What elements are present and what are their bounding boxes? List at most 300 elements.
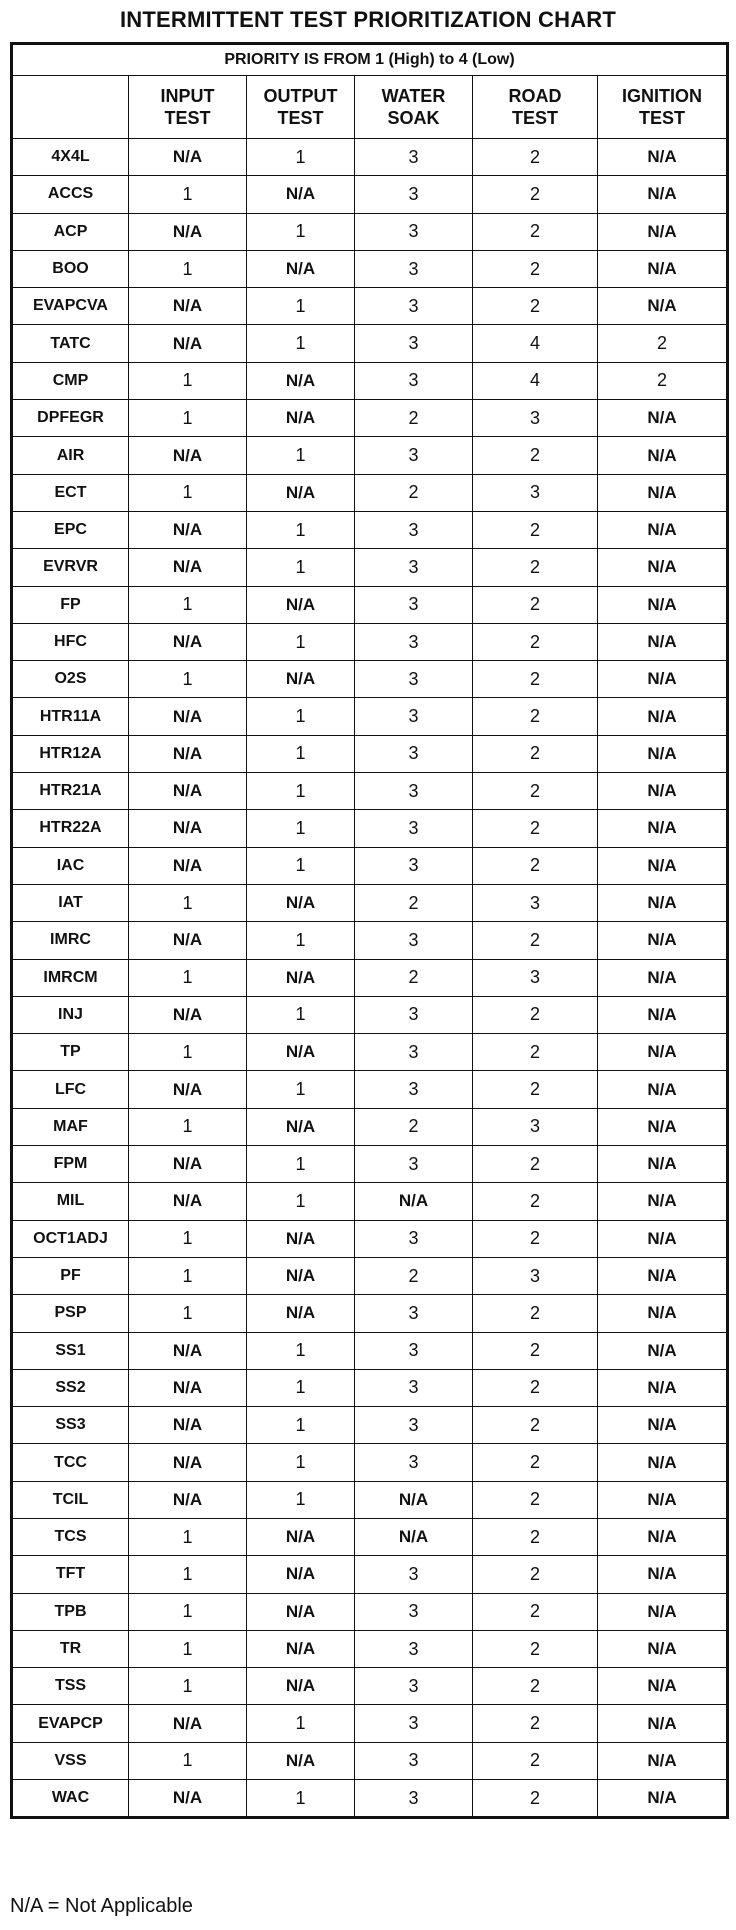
table-row	[12, 288, 728, 325]
cell-input-test: N/A	[129, 1071, 247, 1108]
table-row	[12, 847, 728, 884]
cell-water-soak: 3	[355, 1444, 473, 1481]
cell-input-test: 1	[129, 1593, 247, 1630]
cell-road-test: 2	[473, 623, 598, 660]
table-header-row	[12, 76, 728, 139]
row-code-cell: ECT	[12, 474, 129, 511]
cell-output-test: 1	[247, 288, 355, 325]
row-code-cell: AIR	[12, 437, 129, 474]
row-code-cell: HTR12A	[12, 735, 129, 772]
table-row	[12, 735, 728, 772]
cell-output-test: 1	[247, 623, 355, 660]
table-row	[12, 1780, 728, 1818]
cell-output-test: 1	[247, 1407, 355, 1444]
cell-input-test: 1	[129, 1257, 247, 1294]
cell-output-test: 1	[247, 1444, 355, 1481]
cell-ignition-test: N/A	[598, 959, 728, 996]
cell-road-test: 2	[473, 1742, 598, 1779]
row-code-cell: TR	[12, 1630, 129, 1667]
cell-output-test: N/A	[247, 400, 355, 437]
cell-ignition-test: N/A	[598, 1369, 728, 1406]
row-code-cell: IAC	[12, 847, 129, 884]
cell-water-soak: 3	[355, 623, 473, 660]
cell-road-test: 2	[473, 1444, 598, 1481]
cell-output-test: N/A	[247, 661, 355, 698]
cell-water-soak: N/A	[355, 1183, 473, 1220]
table-row	[12, 474, 728, 511]
header-water-soak	[355, 76, 473, 139]
cell-water-soak: 3	[355, 288, 473, 325]
row-code-cell: IMRC	[12, 922, 129, 959]
cell-ignition-test: N/A	[598, 623, 728, 660]
cell-road-test: 3	[473, 884, 598, 921]
table-row	[12, 1668, 728, 1705]
cell-ignition-test: N/A	[598, 884, 728, 921]
table-row	[12, 139, 728, 176]
row-code-cell: SS1	[12, 1332, 129, 1369]
row-code-cell: HFC	[12, 623, 129, 660]
table-row	[12, 250, 728, 287]
cell-road-test: 2	[473, 1071, 598, 1108]
cell-road-test: 2	[473, 1332, 598, 1369]
cell-ignition-test: 2	[598, 325, 728, 362]
cell-water-soak: 3	[355, 698, 473, 735]
cell-output-test: 1	[247, 1183, 355, 1220]
cell-output-test: 1	[247, 773, 355, 810]
cell-road-test: 2	[473, 1481, 598, 1518]
cell-input-test: N/A	[129, 139, 247, 176]
cell-water-soak: 3	[355, 586, 473, 623]
table-row	[12, 362, 728, 399]
cell-output-test: N/A	[247, 474, 355, 511]
cell-ignition-test: N/A	[598, 735, 728, 772]
cell-water-soak: 3	[355, 1295, 473, 1332]
cell-ignition-test: N/A	[598, 1705, 728, 1742]
cell-output-test: N/A	[247, 1034, 355, 1071]
cell-water-soak: 3	[355, 1407, 473, 1444]
header-line-1: INPUT	[160, 86, 215, 106]
cell-input-test: N/A	[129, 288, 247, 325]
cell-ignition-test: N/A	[598, 1780, 728, 1818]
table-row	[12, 773, 728, 810]
cell-input-test: N/A	[129, 996, 247, 1033]
cell-water-soak: 2	[355, 1108, 473, 1145]
cell-road-test: 2	[473, 1630, 598, 1667]
cell-input-test: N/A	[129, 1369, 247, 1406]
row-code-cell: OCT1ADJ	[12, 1220, 129, 1257]
table-row	[12, 213, 728, 250]
cell-ignition-test: N/A	[598, 1034, 728, 1071]
cell-ignition-test: N/A	[598, 1444, 728, 1481]
cell-road-test: 2	[473, 1780, 598, 1818]
cell-water-soak: 3	[355, 1705, 473, 1742]
cell-water-soak: 3	[355, 213, 473, 250]
cell-water-soak: 3	[355, 735, 473, 772]
row-code-cell: HTR11A	[12, 698, 129, 735]
priority-table	[10, 42, 729, 1819]
cell-output-test: 1	[247, 437, 355, 474]
cell-water-soak: 3	[355, 661, 473, 698]
cell-ignition-test: N/A	[598, 1071, 728, 1108]
table-row	[12, 1183, 728, 1220]
header-output-test	[247, 76, 355, 139]
cell-output-test: 1	[247, 1332, 355, 1369]
row-code-cell: ACCS	[12, 176, 129, 213]
cell-water-soak: 3	[355, 773, 473, 810]
cell-ignition-test: N/A	[598, 474, 728, 511]
cell-input-test: N/A	[129, 698, 247, 735]
cell-input-test: N/A	[129, 1332, 247, 1369]
row-code-cell: WAC	[12, 1780, 129, 1818]
cell-ignition-test: N/A	[598, 1295, 728, 1332]
cell-ignition-test: N/A	[598, 1220, 728, 1257]
header-input-test	[129, 76, 247, 139]
cell-input-test: N/A	[129, 437, 247, 474]
cell-ignition-test: 2	[598, 362, 728, 399]
cell-road-test: 2	[473, 288, 598, 325]
table-row	[12, 511, 728, 548]
cell-road-test: 3	[473, 1108, 598, 1145]
row-code-cell: ACP	[12, 213, 129, 250]
cell-ignition-test: N/A	[598, 698, 728, 735]
cell-water-soak: 3	[355, 362, 473, 399]
table-body	[12, 139, 728, 1818]
table-row	[12, 586, 728, 623]
cell-road-test: 2	[473, 1220, 598, 1257]
cell-road-test: 2	[473, 922, 598, 959]
cell-input-test: N/A	[129, 810, 247, 847]
cell-water-soak: 3	[355, 1034, 473, 1071]
header-road-test	[473, 76, 598, 139]
cell-road-test: 2	[473, 1705, 598, 1742]
cell-ignition-test: N/A	[598, 1742, 728, 1779]
cell-road-test: 3	[473, 400, 598, 437]
cell-ignition-test: N/A	[598, 773, 728, 810]
cell-road-test: 3	[473, 474, 598, 511]
row-code-cell: VSS	[12, 1742, 129, 1779]
cell-road-test: 2	[473, 139, 598, 176]
table-row	[12, 884, 728, 921]
cell-input-test: N/A	[129, 1444, 247, 1481]
header-line-2: SOAK	[387, 108, 440, 128]
cell-ignition-test: N/A	[598, 996, 728, 1033]
row-code-cell: TP	[12, 1034, 129, 1071]
cell-ignition-test: N/A	[598, 1183, 728, 1220]
table-row	[12, 1108, 728, 1145]
cell-water-soak: 3	[355, 511, 473, 548]
cell-output-test: 1	[247, 810, 355, 847]
cell-water-soak: 3	[355, 250, 473, 287]
table-row	[12, 1220, 728, 1257]
cell-output-test: N/A	[247, 250, 355, 287]
cell-output-test: 1	[247, 698, 355, 735]
cell-water-soak: 3	[355, 1593, 473, 1630]
cell-output-test: N/A	[247, 1593, 355, 1630]
table-row	[12, 1071, 728, 1108]
cell-road-test: 3	[473, 1257, 598, 1294]
cell-road-test: 2	[473, 1369, 598, 1406]
row-code-cell: MIL	[12, 1183, 129, 1220]
table-row	[12, 1295, 728, 1332]
row-code-cell: BOO	[12, 250, 129, 287]
cell-road-test: 2	[473, 586, 598, 623]
table-row	[12, 1705, 728, 1742]
cell-road-test: 2	[473, 250, 598, 287]
cell-output-test: 1	[247, 511, 355, 548]
cell-road-test: 2	[473, 735, 598, 772]
cell-input-test: N/A	[129, 1407, 247, 1444]
cell-road-test: 2	[473, 1593, 598, 1630]
cell-road-test: 2	[473, 698, 598, 735]
cell-ignition-test: N/A	[598, 1146, 728, 1183]
cell-road-test: 2	[473, 213, 598, 250]
cell-output-test: N/A	[247, 1742, 355, 1779]
cell-ignition-test: N/A	[598, 922, 728, 959]
cell-road-test: 3	[473, 959, 598, 996]
cell-ignition-test: N/A	[598, 1257, 728, 1294]
row-code-cell: IAT	[12, 884, 129, 921]
cell-input-test: 1	[129, 1108, 247, 1145]
table-row	[12, 400, 728, 437]
row-code-cell: TCC	[12, 1444, 129, 1481]
row-code-cell: TFT	[12, 1556, 129, 1593]
table-row	[12, 922, 728, 959]
cell-input-test: 1	[129, 1556, 247, 1593]
table-row	[12, 623, 728, 660]
footnote: N/A = Not Applicable	[10, 1895, 193, 1917]
cell-road-test: 2	[473, 773, 598, 810]
table-row	[12, 1630, 728, 1667]
cell-output-test: N/A	[247, 1556, 355, 1593]
row-code-cell: HTR21A	[12, 773, 129, 810]
cell-input-test: N/A	[129, 1481, 247, 1518]
cell-ignition-test: N/A	[598, 139, 728, 176]
cell-input-test: 1	[129, 661, 247, 698]
cell-output-test: N/A	[247, 176, 355, 213]
table-row	[12, 1407, 728, 1444]
cell-road-test: 2	[473, 1518, 598, 1555]
cell-ignition-test: N/A	[598, 586, 728, 623]
table-row	[12, 698, 728, 735]
cell-water-soak: 3	[355, 176, 473, 213]
cell-output-test: 1	[247, 1705, 355, 1742]
row-code-cell: LFC	[12, 1071, 129, 1108]
table-caption: PRIORITY IS FROM 1 (High) to 4 (Low)	[12, 44, 728, 76]
table-row	[12, 996, 728, 1033]
cell-input-test: 1	[129, 586, 247, 623]
row-code-cell: HTR22A	[12, 810, 129, 847]
cell-output-test: 1	[247, 213, 355, 250]
header-blank	[12, 76, 129, 139]
cell-road-test: 2	[473, 661, 598, 698]
cell-road-test: 4	[473, 325, 598, 362]
cell-input-test: N/A	[129, 1780, 247, 1818]
cell-input-test: 1	[129, 1034, 247, 1071]
cell-water-soak: 2	[355, 400, 473, 437]
row-code-cell: CMP	[12, 362, 129, 399]
table-row	[12, 1518, 728, 1555]
cell-water-soak: 3	[355, 1071, 473, 1108]
cell-output-test: 1	[247, 1369, 355, 1406]
table-row	[12, 176, 728, 213]
cell-output-test: 1	[247, 325, 355, 362]
cell-water-soak: 3	[355, 1220, 473, 1257]
row-code-cell: TCIL	[12, 1481, 129, 1518]
table-row	[12, 1369, 728, 1406]
cell-water-soak: 3	[355, 996, 473, 1033]
cell-output-test: 1	[247, 1481, 355, 1518]
table-row	[12, 1742, 728, 1779]
cell-output-test: 1	[247, 1146, 355, 1183]
cell-road-test: 2	[473, 810, 598, 847]
cell-water-soak: 3	[355, 1332, 473, 1369]
cell-water-soak: 2	[355, 1257, 473, 1294]
cell-ignition-test: N/A	[598, 1518, 728, 1555]
cell-output-test: 1	[247, 922, 355, 959]
cell-water-soak: 3	[355, 1369, 473, 1406]
cell-input-test: 1	[129, 1742, 247, 1779]
cell-water-soak: 2	[355, 959, 473, 996]
cell-ignition-test: N/A	[598, 511, 728, 548]
cell-water-soak: 3	[355, 437, 473, 474]
cell-input-test: N/A	[129, 773, 247, 810]
cell-water-soak: N/A	[355, 1481, 473, 1518]
cell-input-test: 1	[129, 1295, 247, 1332]
cell-output-test: 1	[247, 735, 355, 772]
cell-ignition-test: N/A	[598, 437, 728, 474]
cell-input-test: N/A	[129, 922, 247, 959]
cell-output-test: 1	[247, 1071, 355, 1108]
cell-road-test: 2	[473, 511, 598, 548]
cell-water-soak: 2	[355, 884, 473, 921]
cell-input-test: 1	[129, 250, 247, 287]
cell-output-test: 1	[247, 139, 355, 176]
cell-input-test: 1	[129, 1220, 247, 1257]
row-code-cell: INJ	[12, 996, 129, 1033]
cell-input-test: N/A	[129, 623, 247, 660]
cell-water-soak: 3	[355, 139, 473, 176]
table-row	[12, 549, 728, 586]
cell-ignition-test: N/A	[598, 847, 728, 884]
cell-road-test: 2	[473, 437, 598, 474]
table-row	[12, 1332, 728, 1369]
cell-road-test: 2	[473, 847, 598, 884]
row-code-cell: TCS	[12, 1518, 129, 1555]
cell-water-soak: 3	[355, 549, 473, 586]
cell-input-test: 1	[129, 959, 247, 996]
cell-water-soak: 3	[355, 847, 473, 884]
table-row	[12, 1593, 728, 1630]
cell-output-test: N/A	[247, 362, 355, 399]
cell-output-test: N/A	[247, 884, 355, 921]
header-line-2: TEST	[277, 108, 324, 128]
table-row	[12, 1146, 728, 1183]
header-line-2: TEST	[511, 108, 558, 128]
cell-water-soak: 3	[355, 1742, 473, 1779]
cell-ignition-test: N/A	[598, 1668, 728, 1705]
table-row	[12, 1556, 728, 1593]
header-line-1: WATER	[381, 86, 446, 106]
table-row	[12, 1034, 728, 1071]
cell-road-test: 2	[473, 1295, 598, 1332]
header-line-2: TEST	[639, 108, 686, 128]
cell-water-soak: 3	[355, 810, 473, 847]
cell-ignition-test: N/A	[598, 288, 728, 325]
cell-output-test: 1	[247, 847, 355, 884]
cell-input-test: 1	[129, 362, 247, 399]
cell-output-test: N/A	[247, 586, 355, 623]
cell-road-test: 2	[473, 996, 598, 1033]
table-row	[12, 1444, 728, 1481]
row-code-cell: FP	[12, 586, 129, 623]
table-row	[12, 437, 728, 474]
row-code-cell: PSP	[12, 1295, 129, 1332]
table-row	[12, 1481, 728, 1518]
cell-ignition-test: N/A	[598, 176, 728, 213]
page-title: INTERMITTENT TEST PRIORITIZATION CHART	[119, 7, 617, 32]
row-code-cell: SS2	[12, 1369, 129, 1406]
row-code-cell: EVAPCVA	[12, 288, 129, 325]
cell-road-test: 2	[473, 1183, 598, 1220]
row-code-cell: TATC	[12, 325, 129, 362]
header-line-1: OUTPUT	[263, 86, 338, 106]
row-code-cell: EVRVR	[12, 549, 129, 586]
cell-ignition-test: N/A	[598, 1593, 728, 1630]
row-code-cell: 4X4L	[12, 139, 129, 176]
header-line-2: TEST	[164, 108, 211, 128]
cell-input-test: N/A	[129, 847, 247, 884]
cell-ignition-test: N/A	[598, 213, 728, 250]
cell-input-test: N/A	[129, 325, 247, 362]
table-row	[12, 810, 728, 847]
cell-water-soak: N/A	[355, 1518, 473, 1555]
cell-input-test: N/A	[129, 735, 247, 772]
cell-ignition-test: N/A	[598, 250, 728, 287]
table-row	[12, 325, 728, 362]
cell-ignition-test: N/A	[598, 1332, 728, 1369]
cell-output-test: N/A	[247, 1630, 355, 1667]
cell-input-test: N/A	[129, 1183, 247, 1220]
cell-ignition-test: N/A	[598, 661, 728, 698]
cell-output-test: N/A	[247, 1257, 355, 1294]
cell-input-test: N/A	[129, 549, 247, 586]
table-row	[12, 959, 728, 996]
row-code-cell: TPB	[12, 1593, 129, 1630]
cell-water-soak: 3	[355, 1780, 473, 1818]
table-row	[12, 661, 728, 698]
row-code-cell: IMRCM	[12, 959, 129, 996]
cell-input-test: 1	[129, 1630, 247, 1667]
row-code-cell: FPM	[12, 1146, 129, 1183]
cell-output-test: N/A	[247, 1668, 355, 1705]
cell-water-soak: 3	[355, 1630, 473, 1667]
cell-road-test: 2	[473, 549, 598, 586]
cell-output-test: 1	[247, 996, 355, 1033]
cell-ignition-test: N/A	[598, 1407, 728, 1444]
row-code-cell: EVAPCP	[12, 1705, 129, 1742]
cell-water-soak: 2	[355, 474, 473, 511]
cell-water-soak: 3	[355, 1556, 473, 1593]
cell-output-test: N/A	[247, 1220, 355, 1257]
cell-output-test: 1	[247, 549, 355, 586]
cell-output-test: N/A	[247, 1518, 355, 1555]
cell-road-test: 2	[473, 1556, 598, 1593]
row-code-cell: EPC	[12, 511, 129, 548]
row-code-cell: TSS	[12, 1668, 129, 1705]
cell-input-test: 1	[129, 176, 247, 213]
cell-water-soak: 3	[355, 922, 473, 959]
cell-output-test: 1	[247, 1780, 355, 1818]
